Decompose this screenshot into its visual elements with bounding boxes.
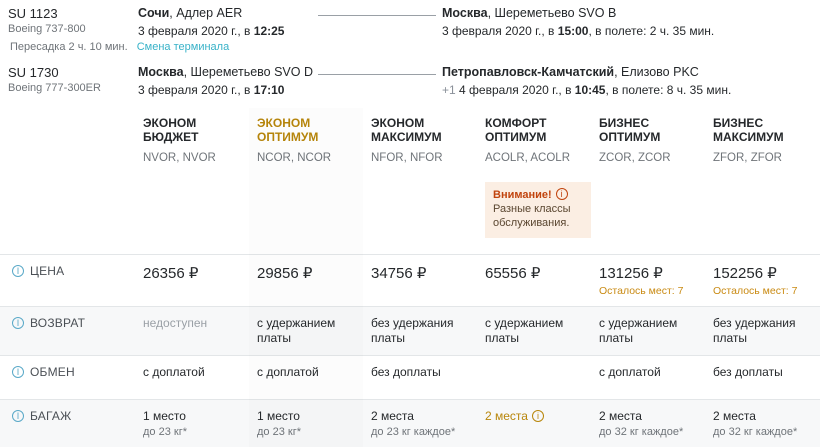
baggage-cell: 2 места до 32 кг каждое* — [599, 409, 684, 438]
refund-cell: недоступен — [143, 316, 208, 330]
fare-title: БИЗНЕС ОПТИМУМ — [599, 116, 661, 144]
highlighted-column-band — [249, 108, 363, 447]
flight-identity-1 — [8, 6, 138, 35]
info-icon[interactable]: i — [532, 410, 544, 422]
refund-cell: с удержанием платы — [485, 316, 564, 345]
price-cell[interactable]: 131256 ₽ Осталось мест: 7 — [599, 265, 684, 297]
fare-code: NCOR, NCOR — [257, 152, 332, 164]
refund-cell: без удержания платы — [371, 316, 454, 345]
refund-cell: с удержанием платы — [599, 316, 678, 345]
departure-info-2 — [138, 65, 318, 97]
fare-title: ЭКОНОМ ОПТИМУМ — [257, 116, 319, 144]
fare-code: NFOR, NFOR — [371, 152, 443, 164]
aircraft-type: Boeing 777-300ER — [8, 82, 101, 94]
exchange-cell: с доплатой — [143, 365, 205, 379]
fare-code: NVOR, NVOR — [143, 152, 216, 164]
departure-city: Москва, Шереметьево SVO D — [138, 65, 313, 79]
fare-column-econom-maximum[interactable] — [363, 116, 477, 238]
fare-title: ЭКОНОМ МАКСИМУМ — [371, 116, 442, 144]
aircraft-type: Boeing 737-800 — [8, 23, 86, 35]
info-icon[interactable]: I — [12, 265, 24, 277]
arrival-city: Москва, Шереметьево SVO B — [442, 6, 617, 20]
info-icon[interactable]: I — [12, 410, 24, 422]
price-cell[interactable]: 34756 ₽ — [371, 265, 427, 282]
route-dash-icon — [318, 15, 436, 16]
baggage-cell: 2 места до 32 кг каждое* — [713, 409, 798, 438]
route-dash-icon — [318, 74, 436, 75]
baggage-cell: 1 место до 23 кг* — [143, 409, 187, 438]
baggage-cell: 2 места до 23 кг каждое* — [371, 409, 456, 438]
fare-column-business-optimum[interactable] — [591, 116, 705, 238]
row-baggage — [0, 399, 820, 447]
flight-number: SU 1730 — [8, 65, 59, 80]
row-price — [0, 254, 820, 306]
transfer-duration: Пересадка 2 ч. 10 мин. — [10, 41, 128, 53]
flight-number: SU 1123 — [8, 6, 58, 21]
fare-code: ZCOR, ZCOR — [599, 152, 671, 164]
arrival-info-2 — [442, 65, 812, 97]
flight-identity-2 — [8, 65, 138, 94]
departure-city: Сочи, Адлер AER — [138, 6, 243, 20]
row-label-refund: I ВОЗВРАТ — [0, 316, 135, 330]
info-icon[interactable]: I — [12, 366, 24, 378]
price-cell[interactable]: 152256 ₽ Осталось мест: 7 — [713, 265, 798, 297]
row-label-exchange: I ОБМЕН — [0, 365, 135, 379]
arrival-datetime: +1 4 февраля 2020 г., в 10:45, в полете: 8 ч. 35 мин. — [442, 83, 732, 97]
baggage-cell: 2 места i — [477, 409, 591, 426]
fare-code: ZFOR, ZFOR — [713, 152, 782, 164]
departure-info-1 — [138, 6, 318, 38]
header-spacer — [0, 116, 135, 238]
exchange-cell: с доплатой — [257, 365, 319, 379]
fare-column-comfort-optimum[interactable] — [477, 116, 591, 238]
exchange-cell: без доплаты — [713, 365, 783, 379]
price-cell[interactable]: 29856 ₽ — [257, 265, 313, 282]
fare-title: БИЗНЕС МАКСИМУМ — [713, 116, 784, 144]
mixed-service-class-warning — [485, 182, 591, 238]
arrival-info-1 — [442, 6, 812, 38]
fare-header-row — [0, 108, 820, 240]
row-refund — [0, 306, 820, 355]
refund-cell: с удержанием платы — [257, 316, 336, 345]
departure-datetime: 3 февраля 2020 г., в 12:25 — [138, 24, 285, 38]
fare-column-econom-budget[interactable] — [135, 116, 249, 238]
row-label-baggage: I БАГАЖ — [0, 409, 135, 423]
departure-datetime: 3 февраля 2020 г., в 17:10 — [138, 83, 285, 97]
itinerary-section — [0, 0, 820, 97]
refund-cell: без удержания платы — [713, 316, 796, 345]
terminal-change-note: Смена терминала — [136, 41, 230, 53]
fare-table — [0, 108, 820, 447]
fare-code: ACOLR, ACOLR — [485, 152, 570, 164]
warning-text: Разные классы обслуживания. — [493, 203, 571, 229]
price-cell[interactable]: 26356 ₽ — [143, 265, 199, 282]
fare-title: КОМФОРТ ОПТИМУМ — [485, 116, 547, 144]
baggage-cell: 1 место до 23 кг* — [257, 409, 301, 438]
info-icon[interactable]: i — [556, 188, 568, 200]
fare-title: ЭКОНОМ БЮДЖЕТ — [143, 116, 199, 144]
flight-leg-1 — [8, 6, 812, 38]
price-cell[interactable]: 65556 ₽ — [485, 265, 541, 282]
arrival-datetime: 3 февраля 2020 г., в 15:00, в полете: 2 ч. 35 мин. — [442, 24, 715, 38]
fare-column-business-maximum[interactable] — [705, 116, 819, 238]
transfer-info — [8, 41, 812, 53]
exchange-cell: без доплаты — [371, 365, 441, 379]
row-label-price: I ЦЕНА — [0, 264, 135, 278]
flight-leg-2 — [8, 65, 812, 97]
row-exchange — [0, 355, 820, 399]
exchange-cell: с доплатой — [599, 365, 661, 379]
info-icon[interactable]: I — [12, 317, 24, 329]
warning-title: Внимание! — [493, 189, 552, 201]
arrival-city: Петропавловск-Камчатский, Елизово PKC — [442, 65, 699, 79]
